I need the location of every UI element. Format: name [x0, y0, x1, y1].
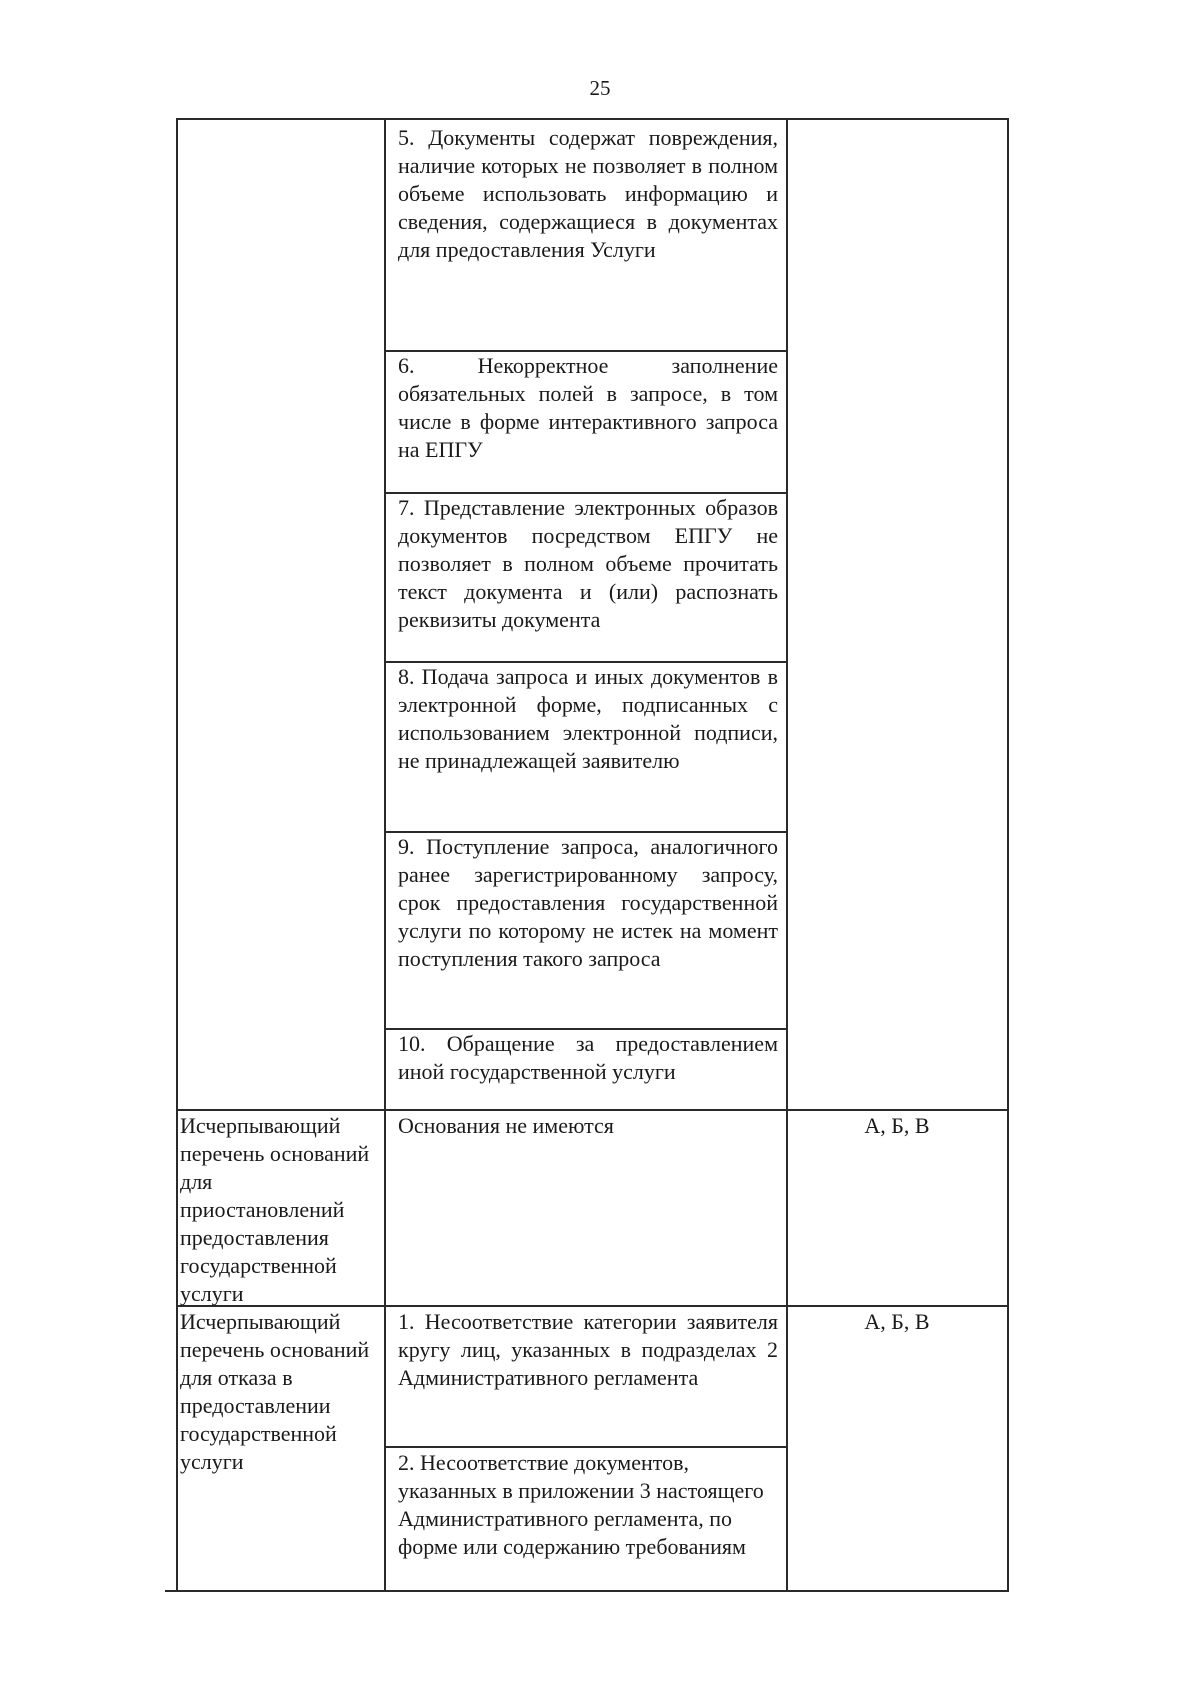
- table-top-border: [176, 118, 1009, 120]
- refusal-variants: А, Б, В: [864, 1309, 930, 1334]
- refusal-reason: 1. Несоответствие категории заявителя кругу лиц, указанных в подразделах 2 Административного регламента: [398, 1309, 778, 1390]
- table-right-border: [1007, 118, 1009, 1591]
- reason-item: 5. Документы содержат повреждения, наличие которых не позволяет в полном объеме использовать информацию и сведения, содержащиеся в документах для предоставления Услуги: [398, 125, 778, 262]
- column-divider-1: [384, 118, 386, 1591]
- suspension-variants: А, Б, В: [864, 1113, 930, 1138]
- refusal-label: Исчерпывающий перечень оснований для отказа в предоставлении государственной услуги: [180, 1309, 370, 1474]
- table-bottom-border: [165, 1590, 1009, 1592]
- row-divider: [176, 1109, 1009, 1111]
- reason-item: 7. Представление электронных образов документов посредством ЕПГУ не позволяет в полном объеме прочитать текст документа и (или) распознать реквизиты документа: [398, 495, 778, 632]
- suspension-label: Исчерпывающий перечень оснований для приостановлений предоставления государственной услуги: [180, 1113, 370, 1306]
- column-divider-2: [786, 118, 788, 1591]
- reason-item: 6. Некорректное заполнение обязательных полей в запросе, в том числе в форме интерактивного запроса на ЕПГУ: [398, 353, 778, 462]
- reason-item: 10. Обращение за предоставлением иной государственной услуги: [398, 1031, 778, 1084]
- sub-row-divider: [384, 1446, 787, 1448]
- reason-item: 9. Поступление запроса, аналогичного ранее зарегистрированному запросу, срок предоставления государственной услуги по которому не истек на момент поступления такого запроса: [398, 834, 778, 971]
- page-number: 25: [589, 76, 611, 100]
- table-left-border: [176, 118, 178, 1591]
- reason-item: 8. Подача запроса и иных документов в электронной форме, подписанных с использованием электронной подписи, не принадлежащей заявителю: [398, 664, 778, 773]
- refusal-reason: 2. Несоответствие документов, указанных в приложении 3 настоящего Административного регламента, по форме или содержанию требованиям: [398, 1450, 764, 1559]
- suspension-reason: Основания не имеются: [398, 1113, 614, 1138]
